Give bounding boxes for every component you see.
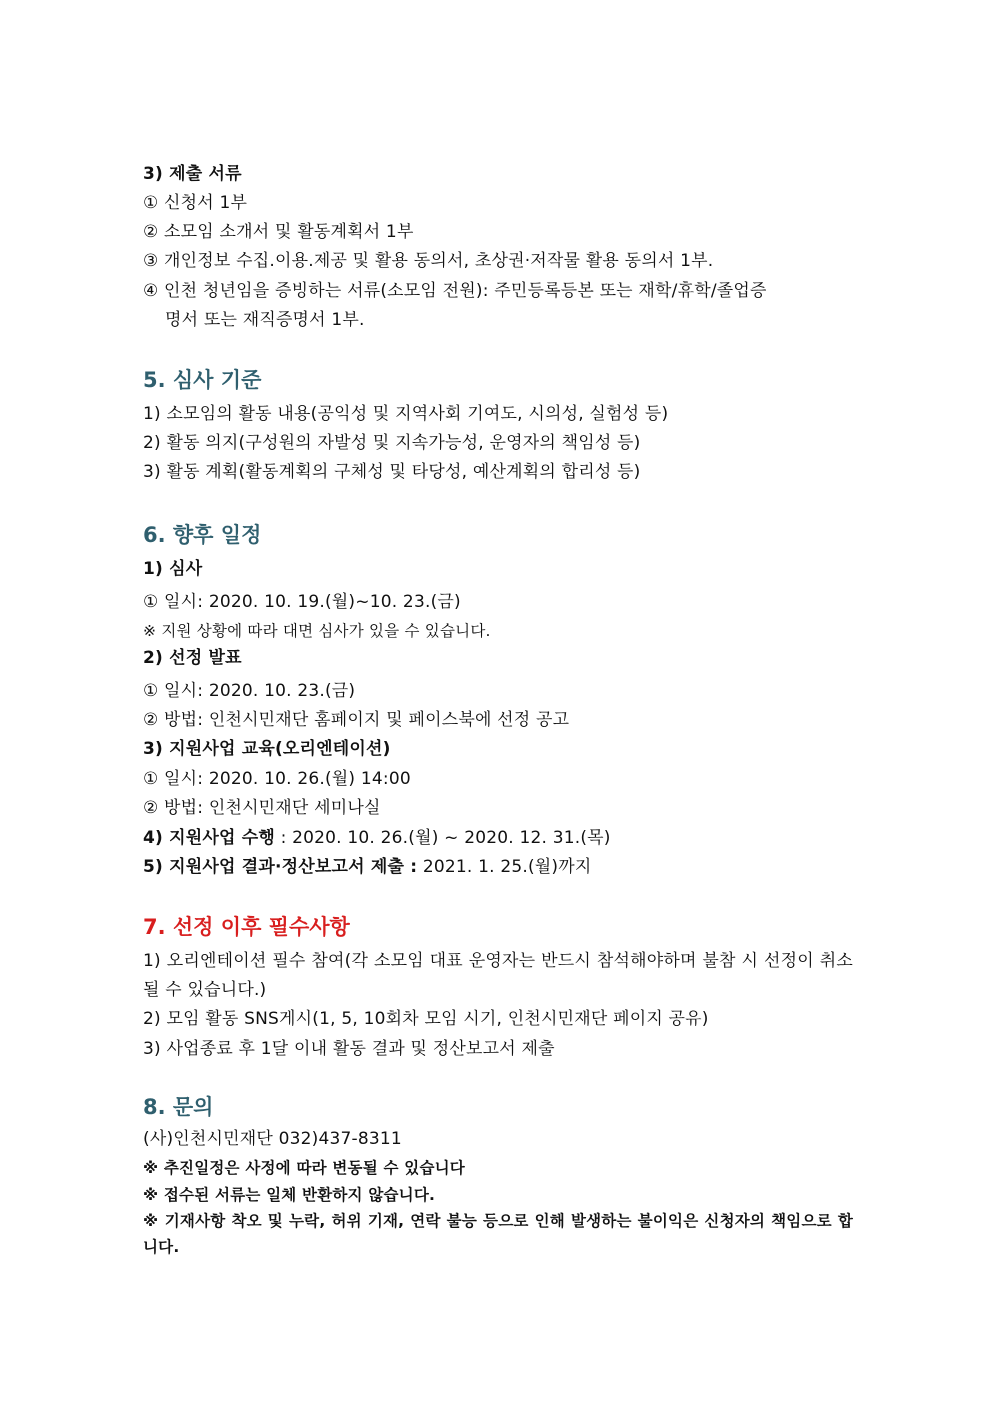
schedule-execution-value: : 2020. 10. 26.(월) ~ 2020. 12. 31.(목)	[274, 828, 611, 848]
criteria-item-1: 1) 소모임의 활동 내용(공익성 및 지역사회 기여도, 시의성, 실험성 등)	[143, 404, 669, 424]
schedule-orientation-method: ② 방법: 인천시민재단 세미나실	[143, 798, 381, 818]
notice-1: ※ 추진일정은 사정에 따라 변동될 수 있습니다	[143, 1159, 465, 1177]
schedule-orientation-title: 3) 지원사업 교육(오리엔테이션)	[143, 739, 391, 759]
criteria-item-3: 3) 활동 계획(활동계획의 구체성 및 타당성, 예산계획의 합리성 등)	[143, 462, 641, 482]
schedule-report-value: 2021. 1. 25.(월)까지	[417, 857, 592, 877]
section-8-heading: 8. 문의	[143, 1095, 214, 1119]
schedule-review-note: ※ 지원 상황에 따라 대면 심사가 있을 수 있습니다.	[143, 622, 491, 640]
docs-item-4-cont: 명서 또는 재직증명서 1부.	[165, 310, 365, 330]
docs-title: 3) 제출 서류	[143, 164, 242, 184]
schedule-execution-label: 4) 지원사업 수행	[143, 828, 275, 848]
section-5-heading: 5. 심사 기준	[143, 368, 262, 392]
schedule-report-label: 5) 지원사업 결과·정산보고서 제출 :	[143, 857, 418, 877]
schedule-review-title: 1) 심사	[143, 559, 203, 579]
docs-item-4: ④ 인천 청년임을 증빙하는 서류(소모임 전원): 주민등록등본 또는 재학/휴학/졸업증	[143, 281, 767, 301]
schedule-review-date: ① 일시: 2020. 10. 19.(월)~10. 23.(금)	[143, 592, 461, 612]
contact-info: (사)인천시민재단 032)437-8311	[143, 1129, 402, 1149]
docs-item-3: ③ 개인정보 수집.이용.제공 및 활용 동의서, 초상권·저작물 활용 동의서 1부.	[143, 251, 714, 271]
schedule-announce-date: ① 일시: 2020. 10. 23.(금)	[143, 681, 356, 701]
schedule-execution	[143, 827, 853, 849]
schedule-orientation-date: ① 일시: 2020. 10. 26.(월) 14:00	[143, 769, 411, 789]
section-6-heading: 6. 향후 일정	[143, 523, 262, 547]
docs-item-1: ① 신청서 1부	[143, 193, 248, 213]
notice-2: ※ 접수된 서류는 일체 반환하지 않습니다.	[143, 1186, 436, 1204]
section-7-heading: 7. 선정 이후 필수사항	[143, 915, 350, 939]
criteria-item-2: 2) 활동 의지(구성원의 자발성 및 지속가능성, 운영자의 책임성 등)	[143, 433, 641, 453]
requirement-item-1: 1) 오리엔테이션 필수 참여(각 소모임 대표 운영자는 반드시 참석해야하며 불참 시 선정이 취소될 수 있습니다.)	[143, 951, 853, 1000]
requirement-item-3: 3) 사업종료 후 1달 이내 활동 결과 및 정산보고서 제출	[143, 1039, 555, 1059]
notice-3: ※ 기재사항 착오 및 누락, 허위 기재, 연락 불능 등으로 인해 발생하는 불이익은 신청자의 책임으로 합니다.	[143, 1212, 853, 1256]
schedule-report	[143, 856, 853, 878]
requirement-item-2: 2) 모임 활동 SNS게시(1, 5, 10회차 모임 시기, 인천시민재단 페이지 공유)	[143, 1009, 709, 1029]
schedule-announce-method: ② 방법: 인천시민재단 홈페이지 및 페이스북에 선정 공고	[143, 710, 570, 730]
docs-item-2: ② 소모임 소개서 및 활동계획서 1부	[143, 222, 414, 242]
schedule-announce-title: 2) 선정 발표	[143, 648, 242, 668]
